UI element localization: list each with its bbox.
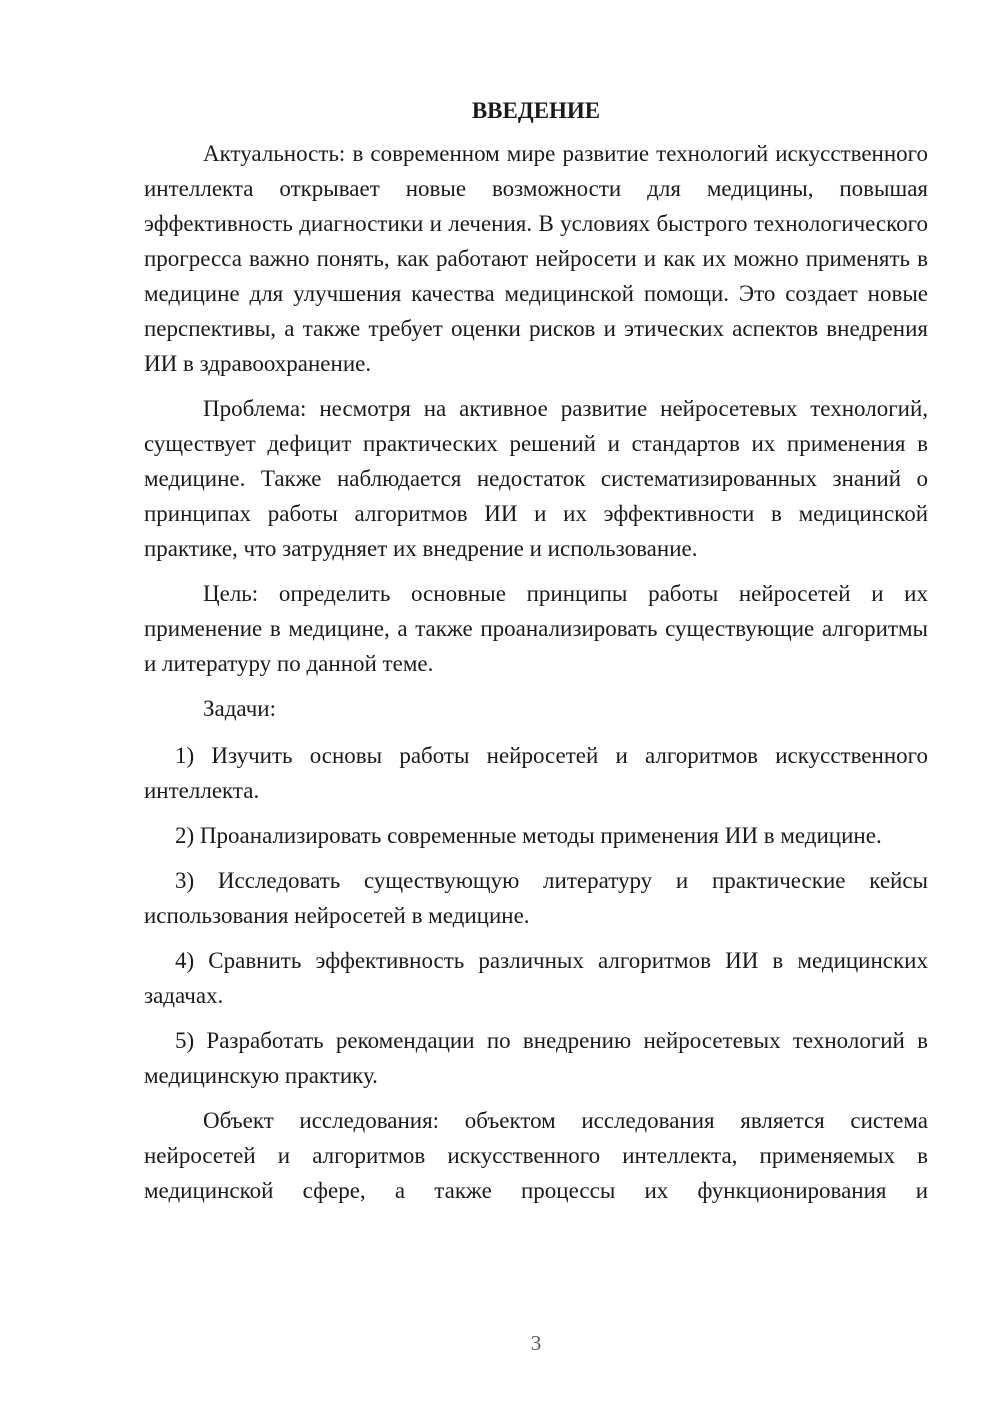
tasks-heading: Задачи: [203,696,276,721]
problem-paragraph: Проблема: несмотря на активное развитие нейросетевых технологий, существует дефицит практических решений и стандартов их применения в медицине. Также наблюдается недостаток систематизированных знаний о принципах работы алгоритмов ИИ и их эффективности в медицинской практике, что затрудняет их внедрение и использование. [144,396,928,561]
task-item-4: 4) Сравнить эффективность различных алгоритмов ИИ в медицинских задачах. [144,948,928,1008]
page-number: 3 [530,1331,542,1355]
task-item-2: 2) Проанализировать современные методы применения ИИ в медицине. [175,823,882,848]
document-page [144,96,928,1218]
goal-paragraph: Цель: определить основные принципы работы нейросетей и их применение в медицине, а также проанализировать существующие алгоритмы и литературу по данной теме. [144,581,928,676]
task-item-5: 5) Разработать рекомендации по внедрению нейросетевых технологий в медицинскую практику. [144,1028,928,1088]
section-title: ВВЕДЕНИЕ [471,98,601,123]
relevance-paragraph: Актуальность: в современном мире развитие технологий искусственного интеллекта открывает новые возможности для медицины, повышая эффективность диагностики и лечения. В условиях быстрого технологического прогресса важно понять, как работают нейросети и как их можно применять в медицине для улучшения качества медицинской помощи. Это создает новые перспективы, а также требует оценки рисков и этических аспектов внедрения ИИ в здравоохранение. [144,141,928,376]
task-item-1: 1) Изучить основы работы нейросетей и алгоритмов искусственного интеллекта. [144,743,928,803]
object-paragraph: Объект исследования: объектом исследования является система нейросетей и алгоритмов искусственного интеллекта, применяемых в медицинской сфере, а также процессы их функционирования и [144,1108,928,1203]
task-item-3: 3) Исследовать существующую литературу и практические кейсы использования нейросетей в медицине. [144,868,928,928]
